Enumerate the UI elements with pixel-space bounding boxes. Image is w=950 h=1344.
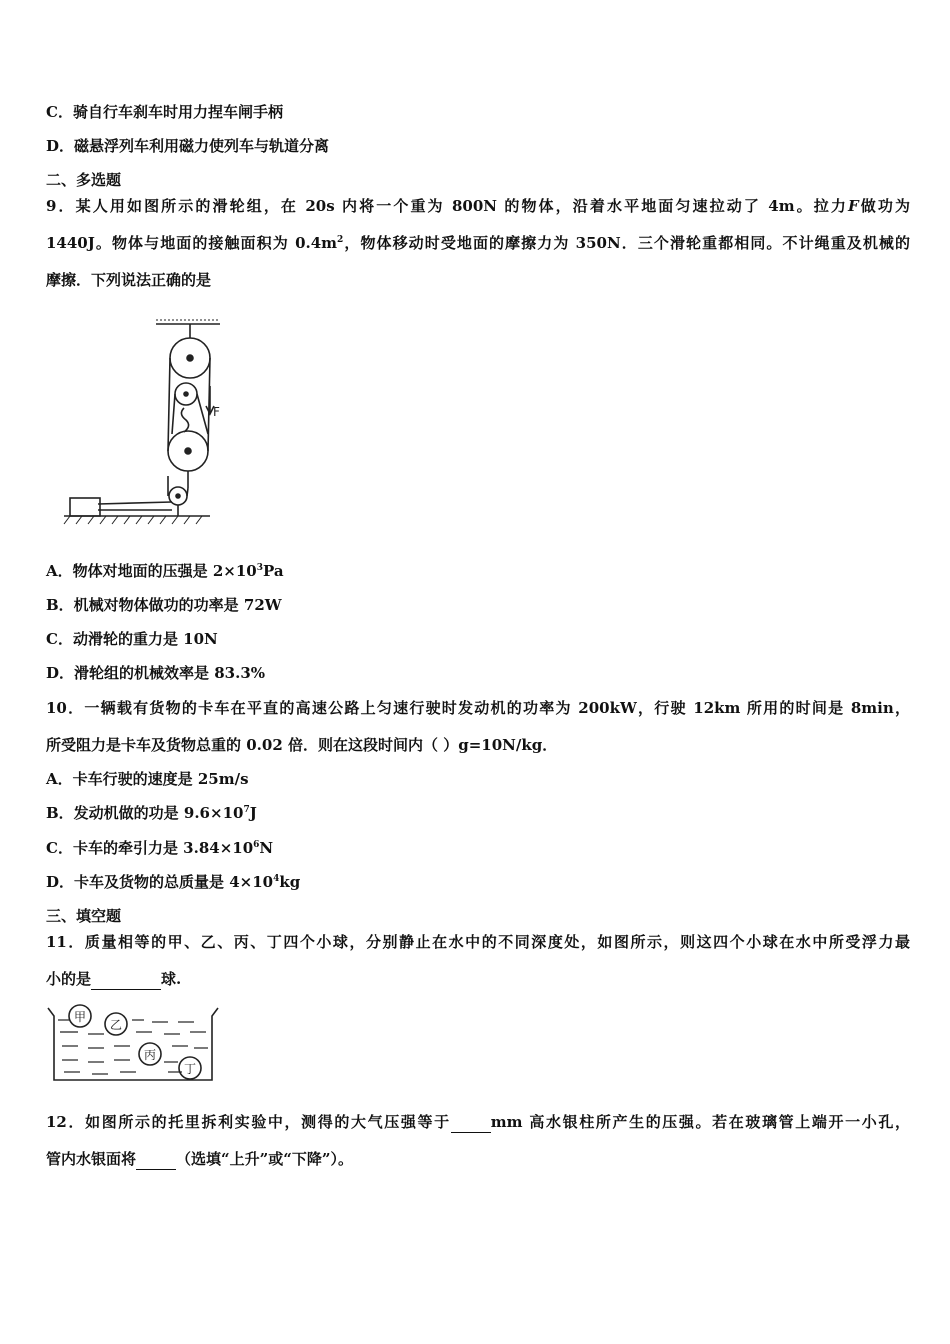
q9-line-1: 9．某人用如图所示的滑轮组，在 20s 内将一个重为 800N 的物体，沿着水平地面匀速拉动了 4m。拉力F做功为 (46, 197, 910, 215)
q12-line-2: 管内水银面将 （选填“上升”或“下降”）。 (46, 1150, 354, 1168)
q12-answer-blank-2[interactable] (136, 1149, 176, 1170)
q9-option-d: D．滑轮组的机械效率是 83.3% (46, 664, 266, 682)
q10-option-d: D．卡车及货物的总质量是 $4\times 10^4kg$ (46, 873, 301, 891)
ball-label-ding: 丁 (183, 1062, 197, 1076)
q9-option-c: C．动滑轮的重力是 10N (46, 630, 218, 648)
block-object (70, 498, 100, 516)
q9-line-2: 1440J。物体与地面的接触面积为 $0.4m^2$，物体移动时受地面的摩擦力为 350N．三个滑轮重都相同。不计绳重及机械的 (46, 234, 910, 252)
q12-answer-blank-1[interactable] (451, 1112, 491, 1133)
water-tank-figure (44, 1002, 224, 1086)
q10-option-a: A．卡车行驶的速度是 25m/s (46, 770, 249, 788)
q8-option-d: D．磁悬浮列车利用磁力使列车与轨道分离 (46, 137, 330, 155)
q9-option-b: B．机械对物体做功的功率是 72W (46, 596, 282, 614)
ball-label-yi: 乙 (109, 1018, 123, 1032)
q11-line-1: 11．质量相等的甲、乙、丙、丁四个小球，分别静止在水中的不同深度处，如图所示，则这四个小球在水中所受浮力最 (46, 933, 910, 951)
q9-line-3: 摩擦．下列说法正确的是 (46, 271, 212, 289)
q10-line-2: 所受阻力是卡车及货物总重的 0.02 倍．则在这段时间内（ ）g=10N/kg． (46, 736, 558, 754)
q11-answer-blank[interactable] (91, 969, 161, 990)
q9-option-a: A．物体对地面的压强是 $2\times 10^3Pa$ (46, 562, 284, 580)
q10-line-1: 10．一辆载有货物的卡车在平直的高速公路上匀速行驶时发动机的功率为 200kW，行驶 12km 所用的时间是 8min， (46, 699, 910, 717)
q8-option-c: C．骑自行车刹车时用力捏车闸手柄 (46, 103, 283, 121)
q11-line-2: 小的是 球. (46, 970, 182, 988)
section-multi-choice-title: 二、多选题 (46, 171, 122, 189)
force-label: F (213, 405, 220, 419)
q10-option-b: B．发动机做的功是 $9.6\times 10^7J$ (46, 804, 257, 822)
q12-line-1: 12．如图所示的托里拆利实验中，测得的大气压强等于 mm 高水银柱所产生的压强。若在玻璃管上端开一小孔， (46, 1113, 910, 1131)
ball-label-jia: 甲 (73, 1010, 87, 1024)
pulley-system-figure (60, 316, 220, 532)
ball-label-bing: 丙 (143, 1048, 157, 1062)
q10-option-c: C．卡车的牵引力是 $3.84\times 10^6N$ (46, 839, 274, 857)
section-fill-blank-title: 三、填空题 (46, 907, 122, 925)
